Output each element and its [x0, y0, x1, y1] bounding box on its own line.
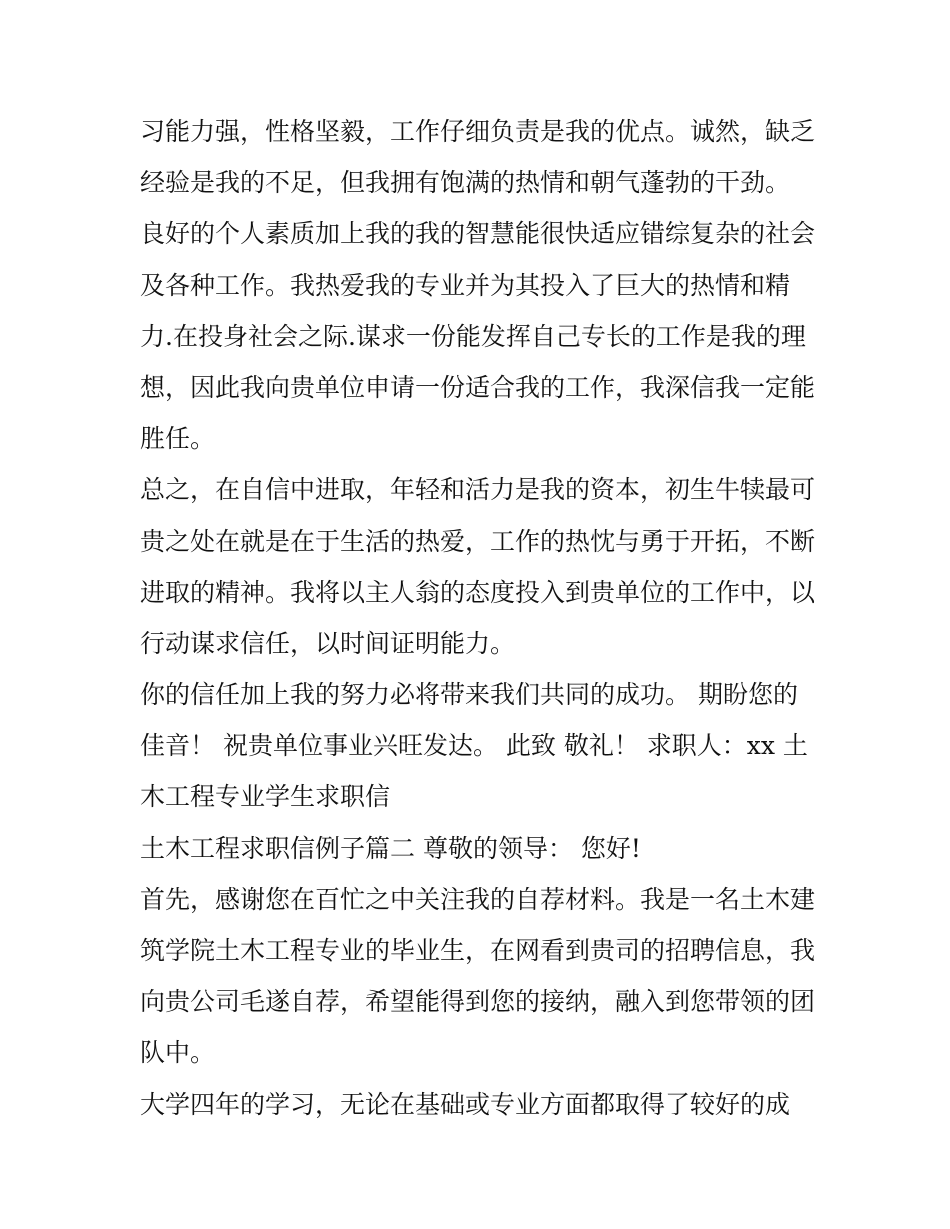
body-text [140, 106, 820, 1130]
text-line: 贵之处在就是在于生活的热爱，工作的热忱与勇于开拓，不断 [140, 526, 816, 556]
text-line: 习能力强，性格坚毅，工作仔细负责是我的优点。诚然，缺乏 [140, 117, 816, 146]
text-line: 力.在投身社会之际.谋求一份能发挥自己专长的工作是我的理 [140, 321, 806, 351]
text-line: 大学四年的学习，无论在基础或专业方面都取得了较好的成 [140, 1089, 791, 1119]
text-line: 首先，感谢您在百忙之中关注我的自荐材料。我是一名土木建 [140, 884, 816, 914]
text-line: 佳音！ 祝贵单位事业兴旺发达。 此致 敬礼！ 求职人：xx 土 [140, 731, 808, 761]
text-line: 行动谋求信任，以时间证明能力。 [140, 628, 516, 658]
text-line: 及各种工作。我热爱我的专业并为其投入了巨大的热情和精 [140, 270, 791, 300]
text-line: 你的信任加上我的努力必将带来我们共同的成功。 期盼您的 [140, 680, 798, 710]
text-line: 木工程专业学生求职信 [140, 782, 391, 812]
text-line: 胜任。 [140, 424, 216, 454]
text-line: 经验是我的不足，但我拥有饱满的热情和朝气蓬勃的干劲。 [140, 168, 791, 198]
text-line: 筑学院土木工程专业的毕业生，在网看到贵司的招聘信息，我 [140, 936, 816, 965]
text-line: 总之，在自信中进取，年轻和活力是我的资本，初生牛犊最可 [140, 475, 816, 505]
text-line: 良好的个人素质加上我的我的智慧能很快适应错综复杂的社会 [140, 219, 816, 249]
text-line: 进取的精神。我将以主人翁的态度投入到贵单位的工作中，以 [140, 577, 816, 607]
text-line: 队中。 [140, 1038, 216, 1068]
text-line: 土木工程求职信例子篇二 尊敬的领导： 您好! [140, 833, 641, 863]
text-line: 向贵公司毛遂自荐，希望能得到您的接纳，融入到您带领的团 [140, 987, 816, 1017]
text-line: 想，因此我向贵单位申请一份适合我的工作，我深信我一定能 [140, 372, 816, 402]
